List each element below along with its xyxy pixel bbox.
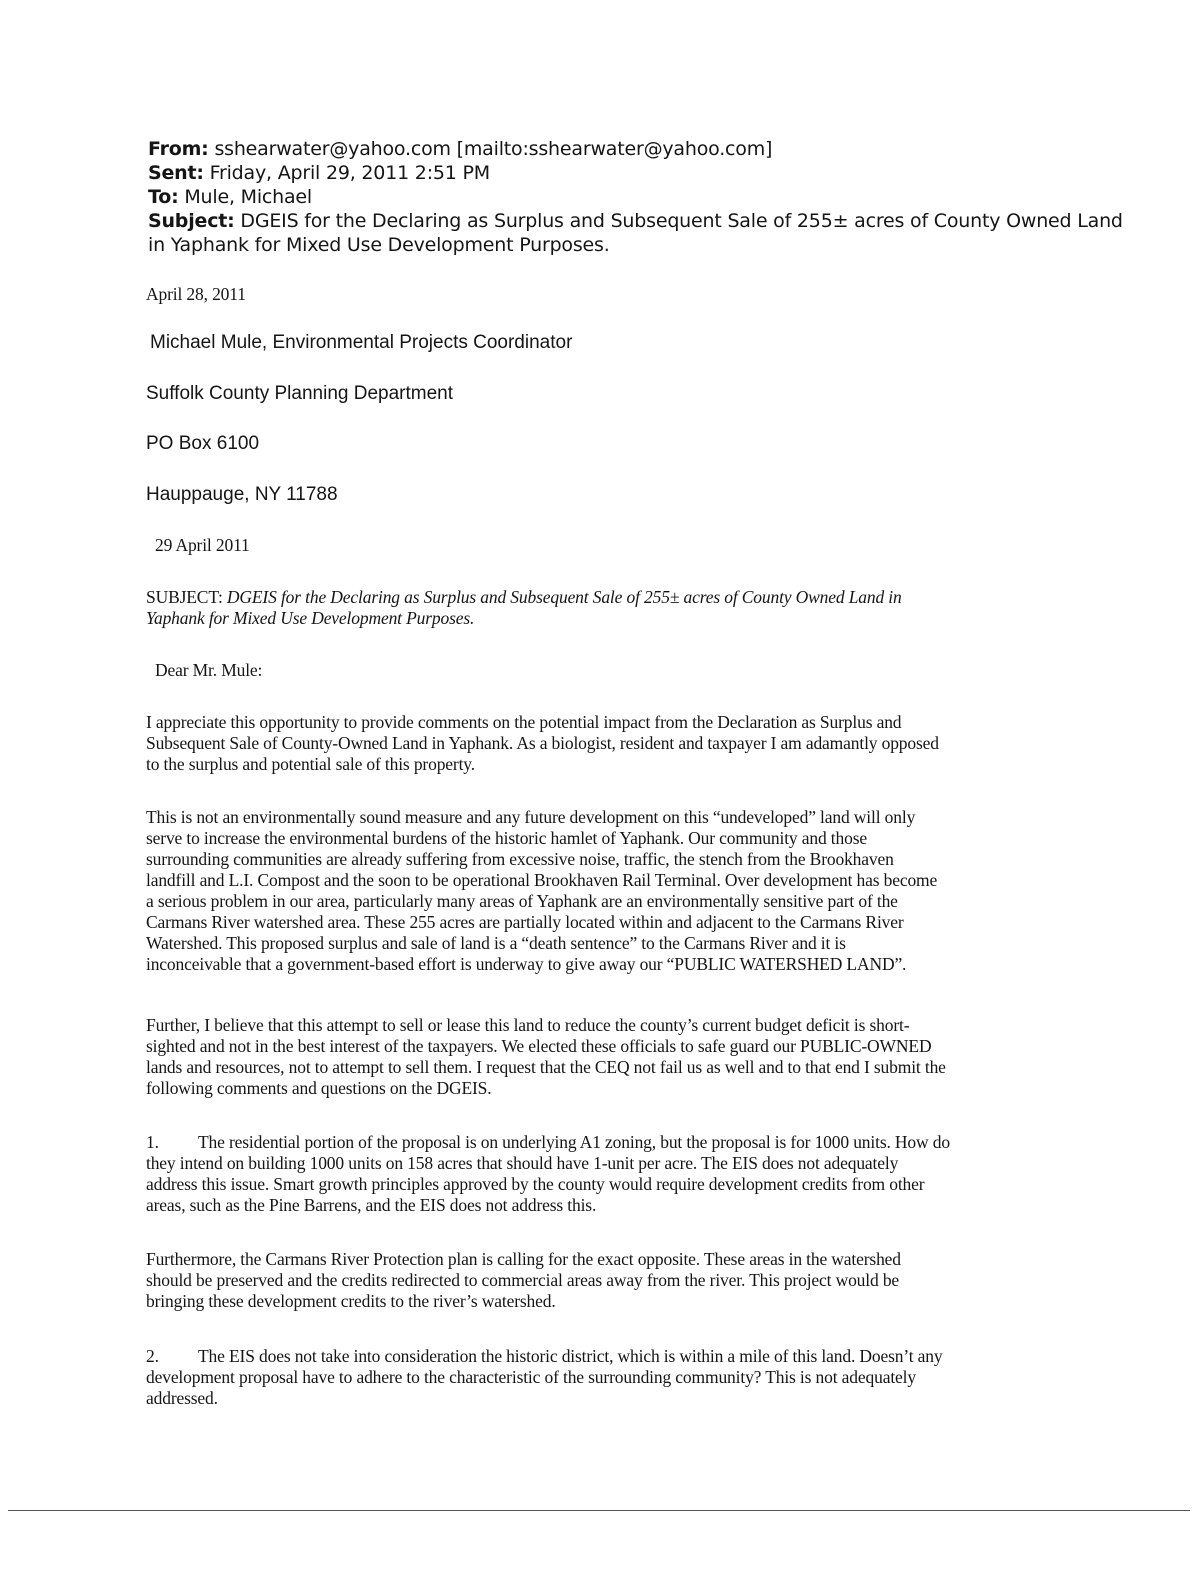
paragraph-4-line: bringing these development credits to the river’s watershed. xyxy=(146,1291,556,1311)
comment-item-1 xyxy=(146,1132,1076,1216)
item-2-line: addressed. xyxy=(146,1388,218,1408)
paragraph-2-line: This is not an environmentally sound measure and any future development on this “undeveloped” land will only xyxy=(146,807,916,827)
paragraph-2-line: Watershed. This proposed surplus and sale of land is a “death sentence” to the Carmans River and it is xyxy=(146,933,846,953)
comment-item-2 xyxy=(146,1346,1076,1409)
paragraph-1-line: I appreciate this opportunity to provide comments on the potential impact from the Declaration as Surplus and xyxy=(146,712,902,732)
letter-date-2: 29 April 2011 xyxy=(155,535,250,555)
email-header xyxy=(148,137,1123,257)
salutation: Dear Mr. Mule: xyxy=(155,660,263,680)
paragraph-2 xyxy=(146,807,1076,975)
paragraph-1-line: Subsequent Sale of County-Owned Land in Yaphank. As a biologist, resident and taxpayer I am adamantly opposed xyxy=(146,733,939,753)
page-divider xyxy=(8,1510,1190,1511)
paragraph-2-line: serve to increase the environmental burdens of the historic hamlet of Yaphank. Our community and those xyxy=(146,828,867,848)
email-from xyxy=(148,137,1108,161)
item-2-line: development proposal have to adhere to the characteristic of the surrounding community? This is not adequately xyxy=(146,1367,916,1387)
item-1-number: 1. xyxy=(146,1132,159,1152)
paragraph-2-line: landfill and L.I. Compost and the soon to be operational Brookhaven Rail Terminal. Over development has become xyxy=(146,870,938,890)
paragraph-1-line: to the surplus and potential sale of this property. xyxy=(146,754,475,774)
paragraph-3-line: sighted and not in the best interest of the taxpayers. We elected these officials to safe guard our PUBLIC-OWNED xyxy=(146,1036,932,1056)
paragraph-4 xyxy=(146,1249,1076,1312)
paragraph-3-line: lands and resources, not to attempt to sell them. I request that the CEQ not fail us as well and to that end I submit the xyxy=(146,1057,946,1077)
item-1-line: areas, such as the Pine Barrens, and the EIS does not address this. xyxy=(146,1195,597,1215)
recipient-dept: Suffolk County Planning Department xyxy=(146,383,453,404)
paragraph-2-line: inconceivable that a government-based effort is underway to give away our “PUBLIC WATERSHED LAND”. xyxy=(146,954,907,974)
email-to xyxy=(148,185,1108,209)
recipient-city: Hauppauge, NY 11788 xyxy=(146,484,338,505)
paragraph-3 xyxy=(146,1015,1076,1099)
paragraph-3-line: Further, I believe that this attempt to sell or lease this land to reduce the county’s current budget deficit is short- xyxy=(146,1015,910,1035)
paragraph-1 xyxy=(146,712,1076,775)
item-1-line: address this issue. Smart growth principles approved by the county would require development credits from other xyxy=(146,1174,925,1194)
from-label: From: xyxy=(148,138,209,160)
letter-subject-label: SUBJECT: xyxy=(146,587,227,607)
letter-subject xyxy=(146,587,1076,629)
from-value: sshearwater@yahoo.com [mailto:sshearwater@yahoo.com] xyxy=(214,138,773,160)
item-1-line: The residential portion of the proposal is on underlying A1 zoning, but the proposal is for 1000 units. How do xyxy=(198,1132,950,1152)
subject-value-line-2: in Yaphank for Mixed Use Development Purposes. xyxy=(148,234,610,256)
paragraph-4-line: Furthermore, the Carmans River Protection plan is calling for the exact opposite. These areas in the watershed xyxy=(146,1249,901,1269)
paragraph-2-line: Carmans River watershed area. These 255 acres are partially located within and adjacent to the Carmans River xyxy=(146,912,904,932)
paragraph-2-line: surrounding communities are already suffering from excessive noise, traffic, the stench from the Brookhaven xyxy=(146,849,894,869)
sent-label: Sent: xyxy=(148,162,204,184)
email-subject-cont xyxy=(148,233,1108,257)
item-1-line: they intend on building 1000 units on 158 acres that should have 1-unit per acre. The EIS does not adequately xyxy=(146,1153,899,1173)
to-label: To: xyxy=(148,186,179,208)
letter-date-1: April 28, 2011 xyxy=(146,284,246,304)
to-value: Mule, Michael xyxy=(184,186,312,208)
recipient-name: Michael Mule, Environmental Projects Coordinator xyxy=(150,332,573,353)
item-2-line: The EIS does not take into consideration the historic district, which is within a mile of this land. Doesn’t any xyxy=(198,1346,943,1366)
email-subject xyxy=(148,209,1123,233)
sent-value: Friday, April 29, 2011 2:51 PM xyxy=(209,162,490,184)
recipient-box: PO Box 6100 xyxy=(146,433,260,454)
letter-subject-line-1: DGEIS for the Declaring as Surplus and Subsequent Sale of 255± acres of County Owned Land in xyxy=(226,587,902,607)
paragraph-3-line: following comments and questions on the DGEIS. xyxy=(146,1078,492,1098)
item-2-number: 2. xyxy=(146,1346,159,1366)
subject-label: Subject: xyxy=(148,210,235,232)
letter-subject-line-2: Yaphank for Mixed Use Development Purposes. xyxy=(146,608,475,628)
paragraph-4-line: should be preserved and the credits redirected to commercial areas away from the river. This project would be xyxy=(146,1270,900,1290)
subject-value-line-1: DGEIS for the Declaring as Surplus and Subsequent Sale of 255± acres of County Owned Land xyxy=(240,210,1123,232)
paragraph-2-line: a serious problem in our area, particularly many areas of Yaphank are an environmentally sensitive part of the xyxy=(146,891,898,911)
email-sent xyxy=(148,161,1108,185)
